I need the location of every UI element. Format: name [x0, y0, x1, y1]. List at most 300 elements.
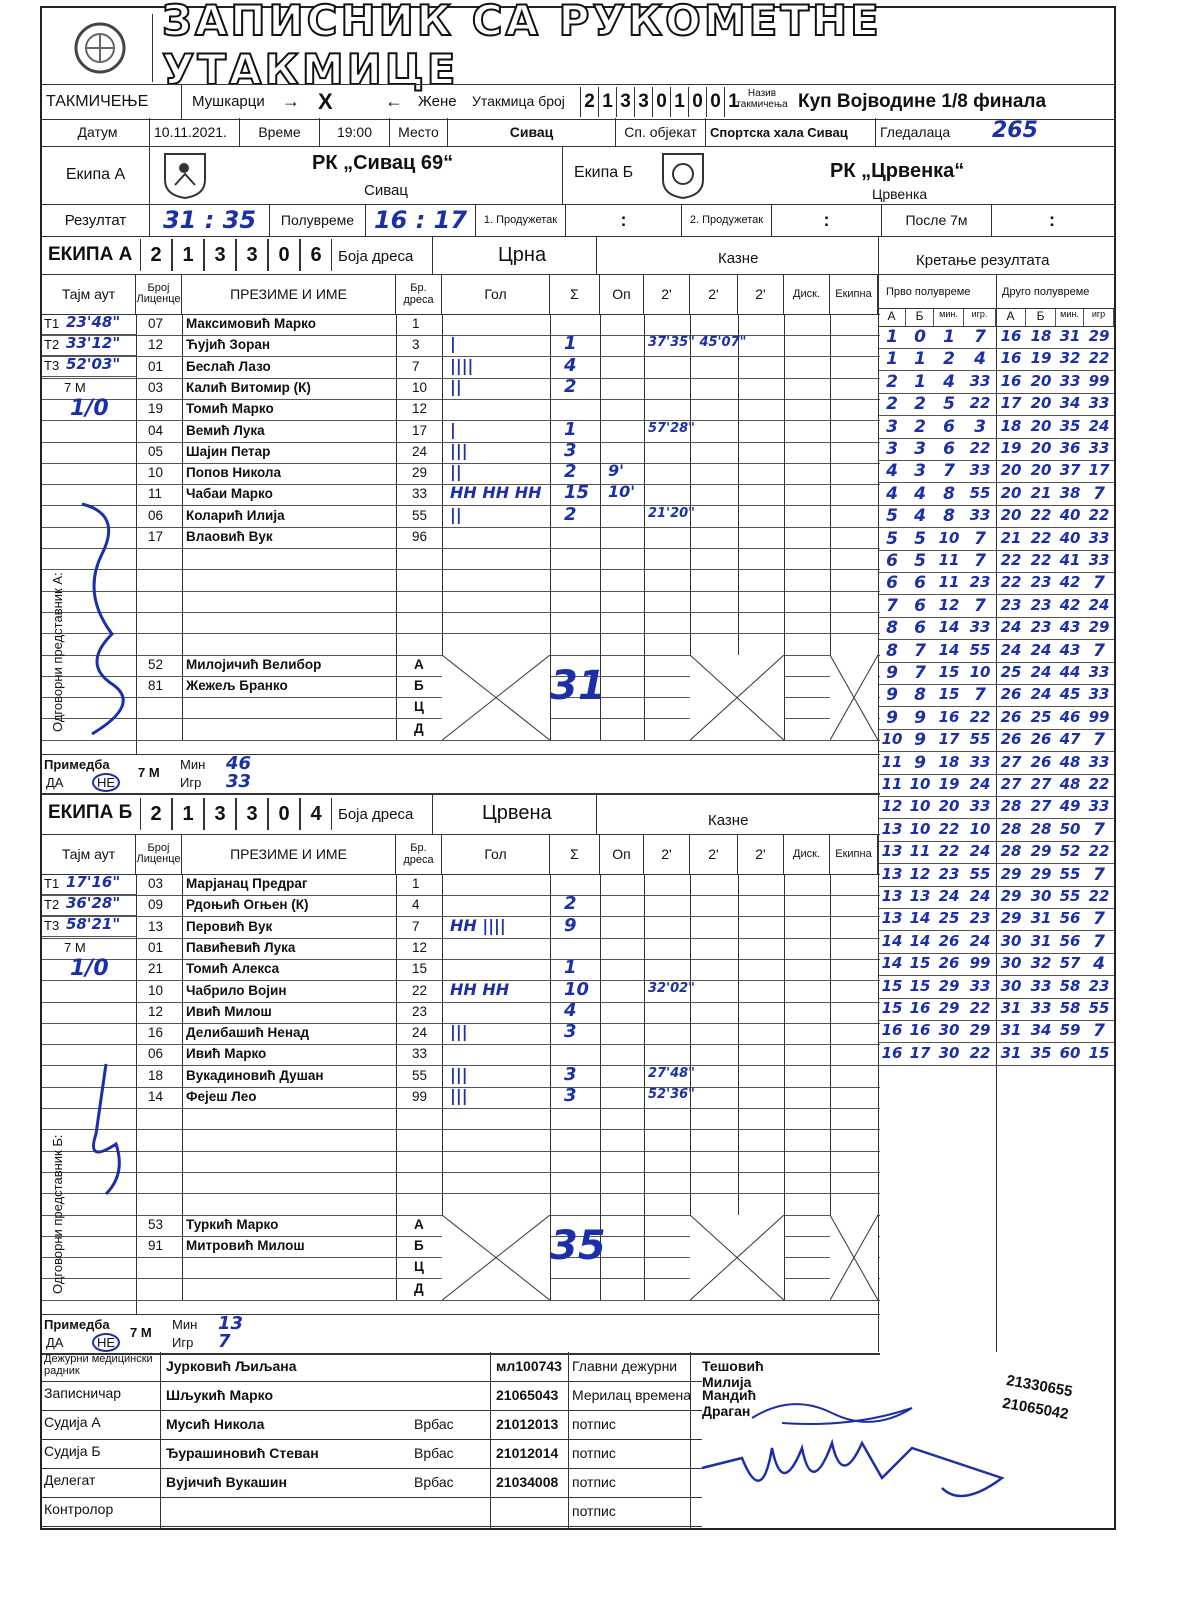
- player-jersey: 10: [412, 379, 428, 395]
- progress-cell: 20: [1000, 506, 1022, 525]
- progress-cell: 13: [909, 887, 931, 905]
- progress-cell: 20: [1030, 461, 1052, 480]
- progress-cell: 1: [886, 327, 898, 347]
- player-name: Влаовић Вук: [186, 529, 273, 544]
- player-jersey: 12: [412, 401, 428, 417]
- progress-cell: 26: [1000, 685, 1022, 704]
- progress-cell: 31: [1000, 1043, 1022, 1062]
- progress-cell: 13: [881, 819, 903, 838]
- official-license: 81: [148, 678, 164, 694]
- progress-cell: 55: [1088, 999, 1110, 1017]
- match-digit: 2: [580, 87, 598, 117]
- progress-cell: 31: [1059, 327, 1081, 345]
- player-sum: 3: [564, 1085, 577, 1106]
- footer-role: потпис: [572, 1474, 616, 1490]
- footer-role: Главни дежурни: [572, 1358, 678, 1374]
- player-row: [42, 959, 880, 981]
- progress-cell: 13: [881, 864, 903, 883]
- spectators-value: 265: [992, 118, 1038, 143]
- progress-cell: 40: [1059, 506, 1081, 525]
- progress-cell: 33: [969, 797, 991, 816]
- footer-row: [42, 1381, 757, 1419]
- progress-cell: 6: [914, 573, 926, 594]
- player-row: [42, 1063, 880, 1088]
- team-b-min: 13: [218, 1313, 244, 1334]
- match-digit: 0: [706, 87, 724, 117]
- team-b-players: [42, 874, 880, 1314]
- date-label: Датум: [42, 118, 150, 146]
- progress-cell: 20: [1030, 394, 1052, 413]
- ot1-value: :: [566, 204, 682, 236]
- player-row: [42, 1194, 880, 1216]
- team-b-code: [140, 798, 332, 830]
- progress-cell: 12: [938, 595, 960, 614]
- player-two-min: 37'35" 45'07": [648, 335, 747, 351]
- progress-cell: 20: [1000, 461, 1022, 480]
- progress-cell: 35: [1030, 1043, 1052, 1062]
- footer-label: Судија А: [44, 1414, 101, 1430]
- progress-cell: 24: [969, 775, 991, 793]
- player-name: Шајин Петар: [186, 443, 271, 459]
- progress-cell: 10: [909, 819, 931, 838]
- player-license: 14: [148, 1089, 164, 1104]
- progress-col-header: А: [996, 309, 1026, 326]
- progress-cell: 21: [1030, 483, 1052, 502]
- progress-cell: 2: [914, 394, 926, 415]
- team-a-kit: Црна: [498, 244, 547, 266]
- footer-label: Контролор: [44, 1501, 114, 1517]
- column-divider: [784, 314, 785, 740]
- progress-cell: 10: [969, 819, 991, 838]
- team-b-igr: 7: [218, 1331, 231, 1352]
- crossed-box: [690, 1215, 784, 1300]
- team-a-code: [140, 239, 332, 271]
- progress-cell: 55: [1059, 887, 1081, 905]
- goal-label-b: Гол: [442, 834, 550, 874]
- progress-cell: 7: [1093, 819, 1105, 840]
- team-b-note-no: НЕ: [92, 1333, 120, 1352]
- footer-id: 21034008: [496, 1474, 559, 1490]
- player-sum: 3: [564, 1021, 577, 1043]
- sheet-title: ЗАПИСНИК СА РУКОМЕТНЕ УТАКМИЦЕ: [162, 0, 882, 94]
- player-row: [42, 1023, 880, 1045]
- progress-cell: 29: [969, 1021, 991, 1040]
- column-divider: [784, 874, 785, 1300]
- player-license: 04: [148, 422, 164, 438]
- official-role: Д: [414, 720, 424, 736]
- progress-cell: 43: [1059, 618, 1081, 637]
- progress-cell: 16: [881, 1021, 903, 1040]
- progress-cell: 40: [1059, 528, 1081, 547]
- progress-cell: 99: [1088, 371, 1110, 390]
- team-a-city: Сивац: [364, 182, 408, 199]
- progress-cell: 22: [938, 842, 960, 861]
- progress-cell: 15: [938, 685, 960, 704]
- progress-cell: 1: [943, 327, 955, 347]
- progress-cell: 20: [938, 797, 960, 816]
- player-goals: ||||: [450, 355, 474, 375]
- footer-id: 21012014: [496, 1445, 559, 1461]
- team-pen-label-b: Екипна: [830, 834, 878, 874]
- team-total: 31: [550, 662, 606, 709]
- progress-cell: 22: [1030, 506, 1052, 525]
- player-two-min: 21'20": [648, 505, 695, 521]
- team-code-digit: 1: [172, 798, 204, 830]
- player-row: [42, 463, 880, 485]
- progress-cell: 14: [881, 931, 903, 950]
- progress-cell: 11: [938, 573, 960, 592]
- player-jersey: 99: [412, 1089, 428, 1104]
- progress-cell: 60: [1059, 1043, 1081, 1062]
- footer-row: [42, 1439, 702, 1469]
- player-sum: 15: [564, 482, 590, 504]
- player-jersey: 12: [412, 939, 428, 955]
- player-row: [42, 1151, 880, 1173]
- progress-cell: 33: [969, 976, 991, 995]
- footer-divider: [160, 1352, 161, 1528]
- player-jersey: 24: [412, 443, 428, 459]
- progress-cell: 7: [1093, 1021, 1105, 1042]
- progress-cell: 22: [1088, 775, 1110, 793]
- footer-role: потпис: [572, 1416, 616, 1432]
- progress-cell: 23: [1030, 595, 1052, 614]
- player-row: [42, 503, 880, 528]
- timeout-label: T2: [44, 897, 60, 912]
- player-sum: 2: [564, 503, 577, 525]
- name-label-b: ПРЕЗИМЕ И ИМЕ: [182, 834, 396, 874]
- federation-logo: [48, 14, 153, 82]
- score-progress-columns: [878, 309, 1114, 326]
- ot2-label: 2. Продужетак: [682, 204, 772, 236]
- result-label: Резултат: [42, 204, 150, 236]
- column-divider: [396, 874, 397, 1300]
- progress-cell: 33: [1030, 999, 1052, 1017]
- progress-cell: 25: [1030, 707, 1052, 726]
- player-name: Марјанац Предраг: [186, 876, 308, 891]
- progress-cell: 31: [1000, 1021, 1022, 1040]
- two-min-1-label-a: 2': [644, 274, 690, 314]
- match-number-label: Утакмица број: [472, 93, 565, 109]
- progress-cell: 6: [943, 439, 955, 459]
- first-half-label: Прво полувреме: [886, 286, 971, 298]
- player-name: Ивић Марко: [186, 1046, 267, 1062]
- disq-label-a: Диск.: [784, 274, 830, 314]
- official-name: Жежељ Бранко: [186, 678, 288, 694]
- progress-cell: 4: [886, 461, 898, 482]
- progress-cell: 8: [943, 483, 955, 504]
- progress-cell: 43: [1059, 640, 1081, 659]
- progress-cell: 28: [1000, 819, 1022, 838]
- team-b-penalties-label: Казне: [708, 812, 749, 829]
- team-code-digit: 4: [300, 798, 332, 830]
- progress-col-header: игр.: [964, 309, 996, 326]
- timeout-value: 52'03": [66, 355, 121, 373]
- team-b-representative-label: Одговорни представник Б:: [50, 1134, 65, 1294]
- progress-col-header: мин.: [934, 309, 964, 326]
- progress-cell: 5: [914, 528, 926, 549]
- score-progress-header: [878, 274, 1114, 327]
- progress-cell: 4: [914, 483, 926, 504]
- player-sum: 3: [564, 439, 577, 461]
- player-license: 01: [148, 358, 164, 374]
- match-digit: 1: [670, 87, 688, 117]
- progress-cell: 8: [886, 618, 898, 639]
- progress-cell: 15: [1088, 1043, 1110, 1062]
- progress-cell: 3: [974, 416, 986, 437]
- progress-cell: 6: [914, 618, 926, 639]
- player-jersey: 7: [412, 358, 420, 374]
- progress-cell: 4: [914, 506, 926, 527]
- two-min-2-label-b: 2': [690, 834, 738, 874]
- progress-cell: 17: [1088, 461, 1110, 480]
- progress-cell: 29: [1000, 887, 1022, 905]
- progress-cell: 48: [1059, 752, 1081, 771]
- footer-row: [42, 1410, 702, 1440]
- progress-cell: 24: [1088, 416, 1110, 435]
- player-license: 09: [148, 897, 164, 913]
- progress-cell: 55: [969, 483, 991, 502]
- progress-cell: 5: [914, 551, 926, 571]
- team-a-label: Екипа А: [42, 146, 150, 204]
- timeout-row: [42, 874, 136, 895]
- progress-cell: 33: [1088, 394, 1110, 413]
- name-label-a: ПРЕЗИМЕ И ИМЕ: [182, 274, 396, 314]
- timeout-label: T3: [44, 918, 60, 933]
- timeout-row: [42, 895, 136, 916]
- progress-cell: 56: [1059, 931, 1081, 950]
- player-jersey: 3: [412, 337, 420, 353]
- progress-cell: 17: [1000, 394, 1022, 413]
- progress-cell: 57: [1059, 954, 1081, 973]
- team-code-digit: 3: [204, 239, 236, 271]
- player-name: Рдоњић Огњен (К): [186, 897, 309, 913]
- progress-cell: 22: [969, 439, 991, 457]
- team-b-7m-value: 1/0: [70, 956, 109, 981]
- progress-cell: 22: [1088, 842, 1110, 861]
- player-sum: 2: [564, 461, 577, 483]
- progress-cell: 29: [1088, 327, 1110, 345]
- progress-cell: 30: [1000, 931, 1022, 950]
- progress-cell: 1: [886, 349, 898, 370]
- progress-cell: 16: [909, 1021, 931, 1040]
- progress-cell: 26: [1000, 730, 1022, 749]
- warn-label-a: Оп: [600, 274, 644, 314]
- progress-cell: 24: [1000, 640, 1022, 659]
- footer-role: Мерилац времена: [572, 1387, 692, 1403]
- player-goals: |||: [450, 1064, 468, 1084]
- team-b-kit-label: Боја дреса: [338, 806, 414, 823]
- progress-cell: 52: [1059, 842, 1081, 861]
- crossed-box: [442, 655, 550, 740]
- men-mark: X: [318, 89, 333, 114]
- progress-cell: 13: [881, 887, 903, 905]
- player-name: Чабаи Марко: [186, 486, 273, 502]
- progress-cell: 1: [914, 371, 926, 392]
- player-row: [42, 527, 880, 549]
- progress-cell: 14: [881, 954, 903, 973]
- after7-value: :: [1049, 209, 1055, 230]
- progress-cell: 55: [969, 730, 991, 749]
- progress-cell: 29: [1000, 864, 1022, 883]
- progress-cell: 24: [1088, 595, 1110, 614]
- progress-cell: 26: [938, 954, 960, 973]
- player-row: [42, 1087, 880, 1109]
- match-digit: 0: [688, 87, 706, 117]
- progress-cell: 29: [1088, 618, 1110, 637]
- progress-cell: 16: [881, 1043, 903, 1062]
- place-value: Сивац: [448, 118, 616, 146]
- progress-cell: 23: [969, 909, 991, 928]
- official-role: Б: [414, 1238, 424, 1254]
- progress-cell: 2: [886, 394, 898, 415]
- footer-id: 21012013: [496, 1416, 559, 1432]
- player-license: 05: [148, 443, 164, 459]
- team-code-digit: 3: [204, 798, 236, 830]
- progress-col-header: А: [878, 309, 906, 326]
- progress-cell: 15: [938, 663, 960, 681]
- player-goals: HH ||||: [450, 915, 506, 935]
- progress-cell: 20: [1000, 483, 1022, 502]
- player-jersey: 1: [412, 316, 420, 331]
- progress-cell: 18: [1030, 327, 1052, 345]
- team-a-note-yes: ДА: [46, 775, 64, 790]
- men-label: Мушкарци: [192, 93, 265, 110]
- player-jersey: 17: [412, 422, 428, 438]
- progress-cell: 11: [938, 551, 960, 569]
- player-row: [42, 335, 880, 357]
- progress-cell: 35: [1059, 416, 1081, 435]
- player-license: 12: [148, 1003, 164, 1019]
- two-min-1-label-b: 2': [644, 834, 690, 874]
- match-digit: 1: [724, 87, 742, 117]
- progress-cell: 47: [1059, 730, 1081, 749]
- time-label: Време: [240, 118, 320, 146]
- player-sum: 4: [564, 999, 577, 1021]
- player-sum: 2: [564, 375, 577, 397]
- progress-cell: 22: [1000, 551, 1022, 569]
- progress-cell: 23: [969, 573, 991, 592]
- timeout-label: T2: [44, 337, 60, 352]
- team-code-digit: 3: [236, 239, 268, 271]
- official-license: 52: [148, 656, 164, 672]
- footer-city: Врбас: [414, 1416, 454, 1432]
- teams-row: [42, 146, 1114, 205]
- player-jersey: 23: [412, 1003, 428, 1019]
- player-goals: |||: [450, 440, 468, 460]
- team-b-igr-label: Игр: [172, 1335, 194, 1350]
- progress-cell: 11: [881, 775, 903, 793]
- player-row: [42, 999, 880, 1024]
- match-digit: 0: [652, 87, 670, 117]
- official-name: Митровић Милош: [186, 1238, 305, 1254]
- timeout-row: [42, 916, 136, 937]
- player-name: Калић Витомир (К): [186, 379, 311, 395]
- progress-cell: 4: [943, 371, 955, 392]
- progress-cell: 23: [938, 864, 960, 883]
- footer-name: Мусић Никола: [166, 1416, 265, 1432]
- progress-cell: 7: [974, 551, 986, 571]
- player-jersey: 55: [412, 507, 428, 523]
- team-b-min-label: Мин: [172, 1317, 198, 1332]
- side-id: 21330655: [1005, 1372, 1074, 1401]
- date-row: [42, 118, 1114, 147]
- progress-cell: 14: [938, 640, 960, 659]
- progress-cell: 32: [1030, 954, 1052, 973]
- progress-cell: 7: [974, 528, 986, 549]
- progress-col-header: мин.: [1056, 309, 1084, 326]
- crossed-box: [830, 655, 878, 740]
- team-b-7m-bottom: 7 M: [130, 1325, 152, 1340]
- team-pen-label-a: Екипна: [830, 274, 878, 314]
- player-jersey: 55: [412, 1067, 428, 1083]
- player-license: 21: [148, 961, 164, 977]
- team-b-name: РК „Црвенка“: [830, 160, 965, 182]
- progress-cell: 22: [969, 394, 991, 413]
- progress-cell: 22: [969, 999, 991, 1017]
- progress-cell: 33: [1030, 976, 1052, 995]
- progress-cell: 22: [1030, 551, 1052, 569]
- progress-cell: 10: [909, 775, 931, 793]
- progress-cell: 3: [886, 416, 898, 437]
- progress-cell: 33: [1088, 797, 1110, 816]
- player-warning: 10': [608, 482, 636, 502]
- progress-cell: 22: [1088, 349, 1110, 368]
- column-divider: [644, 314, 645, 740]
- progress-cell: 29: [1030, 842, 1052, 861]
- player-row: [42, 978, 880, 1003]
- progress-cell: 50: [1059, 819, 1081, 838]
- official-name: Милојичић Велибор: [186, 656, 322, 672]
- timeout-value: 17'16": [66, 873, 121, 891]
- player-sum: 9: [564, 914, 577, 936]
- player-license: 06: [148, 1046, 164, 1062]
- progress-cell: 9: [914, 707, 926, 728]
- progress-cell: 15: [909, 954, 931, 973]
- player-license: 06: [148, 507, 164, 523]
- progress-cell: 58: [1059, 976, 1081, 995]
- progress-cell: 30: [1000, 954, 1022, 973]
- progress-cell: 55: [969, 864, 991, 883]
- team-b-kit: Црвена: [482, 802, 552, 824]
- player-license: 10: [148, 982, 164, 998]
- progress-cell: 20: [1030, 371, 1052, 390]
- official-name: Туркић Марко: [186, 1216, 279, 1232]
- side-id: 21065042: [1001, 1394, 1070, 1423]
- progress-cell: 28: [1030, 819, 1052, 838]
- half-label: Полувреме: [270, 204, 366, 236]
- progress-cell: 31: [1030, 909, 1052, 928]
- progress-cell: 29: [938, 999, 960, 1017]
- player-row: [42, 354, 880, 379]
- progress-cell: 7: [1093, 573, 1105, 594]
- progress-cell: 26: [1030, 752, 1052, 771]
- progress-col-header: игр: [1084, 309, 1114, 326]
- player-jersey: 22: [412, 982, 428, 998]
- team-a-penalties-label: Казне: [718, 250, 759, 267]
- progress-cell: 24: [969, 887, 991, 905]
- team-code-digit: 0: [268, 239, 300, 271]
- player-license: 11: [148, 486, 163, 502]
- progress-cell: 23: [1088, 976, 1110, 995]
- progress-cell: 7: [1093, 483, 1105, 504]
- progress-cell: 16: [1000, 327, 1022, 345]
- team-a-header: [42, 236, 1114, 275]
- progress-cell: 5: [886, 506, 898, 527]
- progress-cell: 15: [881, 976, 903, 995]
- team-b-city: Црвенка: [872, 186, 928, 202]
- progress-cell: 23: [1030, 618, 1052, 637]
- player-jersey: 4: [412, 897, 420, 913]
